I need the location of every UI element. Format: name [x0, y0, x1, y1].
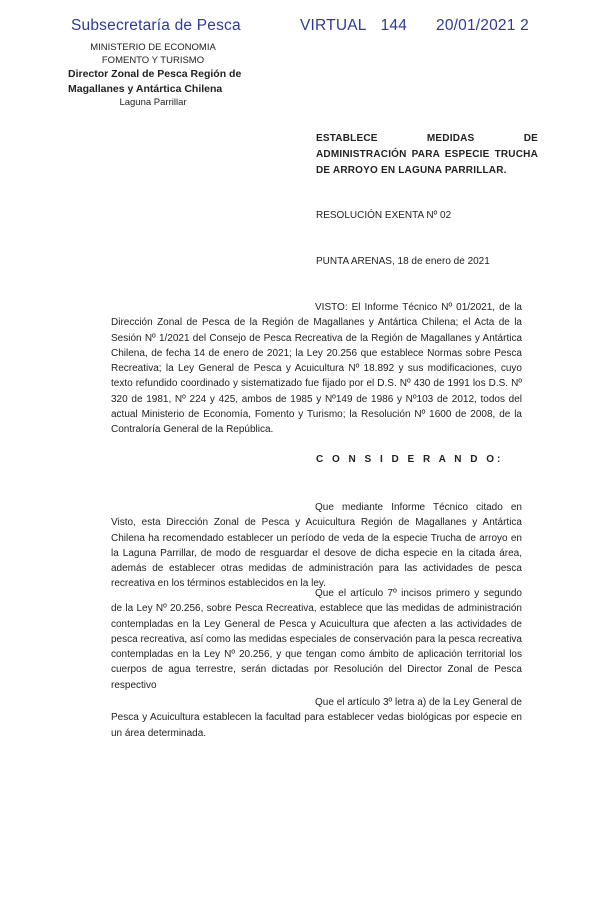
considerando-heading: C O N S I D E R A N D O: — [316, 454, 504, 465]
considerando-2-text: Que el artículo 7º incisos primero y segundo de la Ley Nº 20.256, sobre Pesca Recreativa, establece que las medidas de administración contempladas en la Ley General de Pesca y Acuicultura que afecten a las actividades de pesca recreativa, así como las medidas especiales de conservación para la pesca recreativa contempladas en la Ley Nº 20.256, y que tengan como ámbito de aplicación territorial los cuerpos de agua terrestre, serán dictadas por Resolución del Director Zonal de Pesca respectivo — [111, 588, 522, 691]
virtual-number: 144 — [380, 17, 408, 34]
document-title: ESTABLECE MEDIDAS DE ADMINISTRACIÓN PARA ESPECIE TRUCHA DE ARROYO EN LAGUNA PARRILLAR. — [316, 133, 538, 176]
considerando-3 — [111, 695, 522, 741]
place-date: PUNTA ARENAS, 18 de enero de 2021 — [316, 256, 490, 267]
visto-text: VISTO: El Informe Técnico Nº 01/2021, de la Dirección Zonal de Pesca de la Región de Magallanes y Antártica Chilena; el Acta de la Sesión Nº 1/2021 del Consejo de Pesca Recreativa de la Región de Magallanes y Antártica Chilena, de fecha 14 de enero de 2021; la Ley 20.256 que establece Normas sobre Pesca Recreativa; la Ley General de Pesca y Acuicultura Nº 18.892 y sus modificaciones, cuyo texto refundido coordinado y sistematizado fue fijado por el D.S. Nº 430 de 1991 los D.S. Nº 320 de 1981, Nº 224 y 425, ambos de 1985 y Nº149 de 1986 y Nº103 de 2012, todos del actual Ministerio de Economía, Fomento y Turismo; la Resolución Nº 1600 de 2008, de la Contraloría General de la República. — [111, 302, 522, 436]
org-director: Director Zonal de Pesca Región de — [68, 68, 242, 80]
virtual-label: VIRTUAL — [300, 17, 367, 34]
considerando-1-text: Que mediante Informe Técnico citado en Visto, esta Dirección Zonal de Pesca y Acuicultura Región de Magallanes y Antártica Chilena ha recomendado establecer un período de veda de la especie Trucha de arroyo en la Laguna Parrillar, de modo de resguardar el desove de dicha especie en la citada área, además de establecer otras medidas de administración para las actividades de pesca recreativa en los términos establecidos en la ley. — [111, 502, 522, 590]
org-ministry: MINISTERIO DE ECONOMIA — [90, 42, 216, 53]
org-ministry-sub: FOMENTO Y TURISMO — [101, 54, 205, 66]
stamp-virtual — [300, 17, 421, 35]
resolution-number: RESOLUCIÓN EXENTA Nº 02 — [316, 210, 452, 221]
considerando-3-text: Que el artículo 3º letra a) de la Ley General de Pesca y Acuicultura establecen la facultad para establecer vedas biológicas por especie en un área determinada. — [111, 697, 522, 739]
org-location: Laguna Parrillar — [119, 97, 187, 108]
visto-paragraph — [111, 300, 522, 438]
stamp-agency: Subsecretaría de Pesca — [71, 17, 241, 34]
stamp-date-page: 20/01/2021 2 — [436, 17, 529, 34]
org-region: Magallanes y Antártica Chilena — [68, 83, 223, 95]
org-letterhead — [62, 42, 244, 110]
considerando-1 — [111, 500, 522, 592]
considerando-2 — [111, 586, 522, 693]
